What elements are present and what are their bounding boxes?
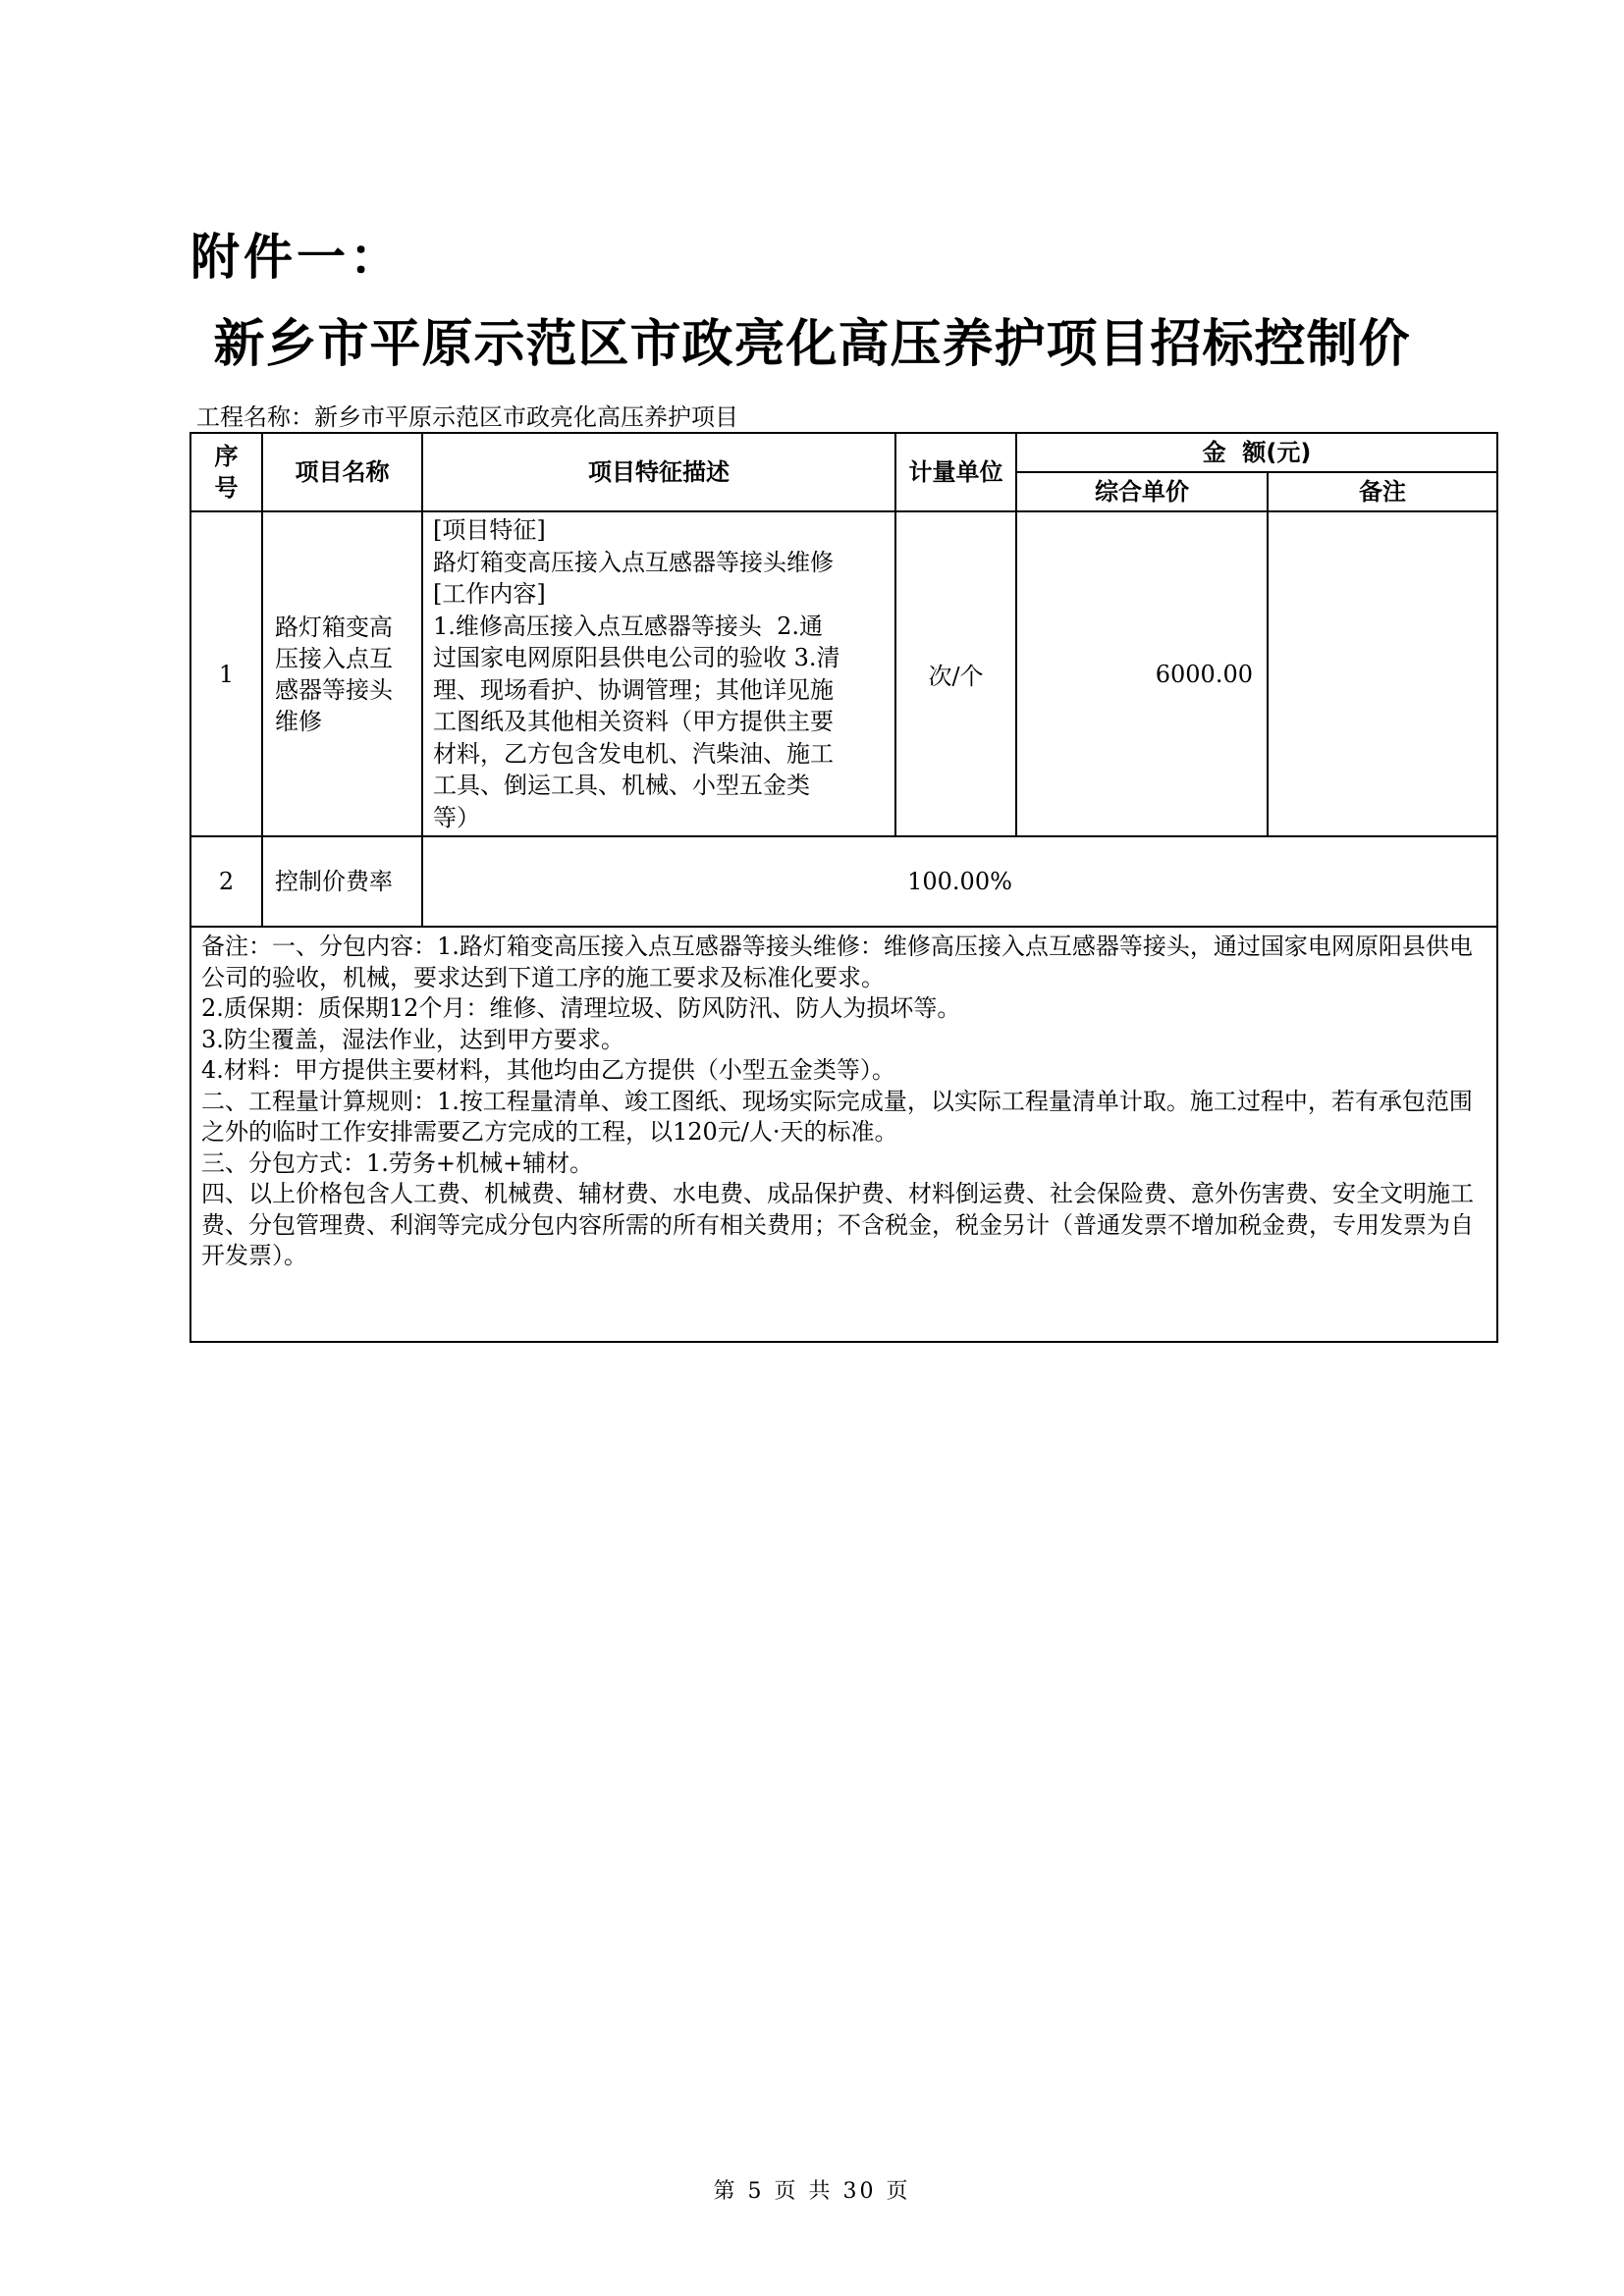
note-line: 二、工程量计算规则：1.按工程量清单、竣工图纸、现场实际完成量，以实际工程量清单计取。施工过程中，若有承包范围之外的临时工作安排需要乙方完成的工程，以120元/人·天的标准。 — [201, 1087, 1473, 1146]
header-seq: 序号 — [190, 433, 262, 511]
row-seq: 2 — [190, 836, 262, 927]
note-line: 3.防尘覆盖，湿法作业，达到甲方要求。 — [201, 1025, 624, 1053]
desc-line: 等） — [433, 803, 480, 831]
project-name-line: 工程名称：新乡市平原示范区市政亮化高压养护项目 — [196, 403, 738, 431]
desc-line: 理、现场看护、协调管理；其他详见施 — [433, 675, 834, 704]
row-seq: 1 — [190, 511, 262, 836]
desc-line: 材料，乙方包含发电机、汽柴油、施工 — [433, 739, 834, 768]
header-unit-price: 综合单价 — [1016, 472, 1268, 511]
desc-line: 路灯箱变高压接入点互感器等接头维修 — [433, 548, 834, 576]
desc-line: [工作内容] — [433, 580, 546, 608]
page-footer: 第 5 页 共 30 页 — [713, 2179, 911, 2204]
header-amount: 金 额(元) — [1016, 433, 1497, 472]
bid-control-price-table — [189, 432, 1498, 1343]
row-item-name: 控制价费率 — [262, 836, 422, 927]
row-description — [422, 511, 895, 836]
desc-line: 过国家电网原阳县供电公司的验收 3.清 — [433, 644, 840, 671]
header-unit: 计量单位 — [895, 433, 1016, 511]
desc-line: 工具、倒运工具、机械、小型五金类 — [433, 772, 810, 799]
desc-line: [项目特征] — [433, 516, 546, 544]
row-item-name: 路灯箱变高压接入点互感器等接头维修 — [262, 511, 422, 836]
row-unit: 次/个 — [895, 511, 1016, 836]
note-line: 四、以上价格包含人工费、机械费、辅材费、水电费、成品保护费、材料倒运费、社会保险费、意外伤害费、安全文明施工费、分包管理费、利润等完成分包内容所需的所有相关费用；不含税金，税金另计（普通发票不增加税金费，专用发票为自开发票）。 — [201, 1180, 1474, 1269]
note-line: 4.材料：甲方提供主要材料，其他均由乙方提供（小型五金类等）。 — [201, 1056, 895, 1084]
row-unit-price: 6000.00 — [1016, 511, 1268, 836]
table-row — [190, 511, 1497, 836]
notes-row — [190, 927, 1497, 1342]
attachment-heading: 附件一： — [190, 229, 403, 286]
note-line: 2.质保期：质保期12个月：维修、清理垃圾、防风防汛、防人为损坏等。 — [201, 994, 961, 1022]
desc-line: 1.维修高压接入点互感器等接头 2.通 — [433, 612, 824, 640]
desc-line: 工图纸及其他相关资料（甲方提供主要 — [433, 708, 834, 735]
page-title: 新乡市平原示范区市政亮化高压养护项目招标控制价 — [213, 315, 1411, 374]
header-item-name: 项目名称 — [262, 433, 422, 511]
header-item-description: 项目特征描述 — [422, 433, 895, 511]
table-row — [190, 836, 1497, 927]
row-remark — [1268, 511, 1497, 836]
header-remark: 备注 — [1268, 472, 1497, 511]
notes-cell — [190, 927, 1497, 1342]
note-line: 三、分包方式：1.劳务+机械+辅材。 — [201, 1148, 594, 1177]
note-line: 备注：一、分包内容：1.路灯箱变高压接入点互感器等接头维修：维修高压接入点互感器等接头，通过国家电网原阳县供电公司的验收，机械，要求达到下道工序的施工要求及标准化要求。 — [201, 933, 1473, 991]
row-rate: 100.00% — [422, 836, 1497, 927]
